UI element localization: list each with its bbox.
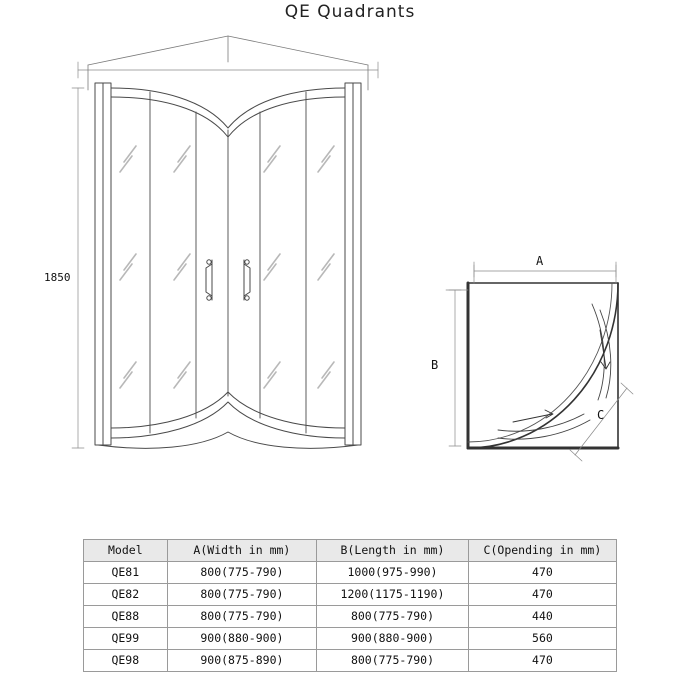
shower-enclosure-front-view	[72, 36, 378, 448]
cell-width: 800(775-790)	[167, 562, 317, 584]
cell-length: 1200(1175-1190)	[317, 584, 469, 606]
cell-length: 1000(975-990)	[317, 562, 469, 584]
table-row	[84, 606, 617, 628]
cell-opening: 470	[468, 584, 616, 606]
cell-opening: 440	[468, 606, 616, 628]
page-title: QE Quadrants	[284, 2, 416, 22]
cell-width: 900(880-900)	[167, 628, 317, 650]
cell-model: QE82	[84, 584, 168, 606]
cell-model: QE99	[84, 628, 168, 650]
cell-opening: 470	[468, 650, 616, 672]
cell-model: QE81	[84, 562, 168, 584]
cell-width: 800(775-790)	[167, 606, 317, 628]
cell-length: 800(775-790)	[317, 606, 469, 628]
sliding-door-handle-left	[206, 260, 212, 300]
plan-dimension-c-label: C	[597, 408, 605, 422]
column-header-length: B(Length in mm)	[317, 540, 469, 562]
cell-length: 900(880-900)	[317, 628, 469, 650]
plan-dimension-a-label: A	[536, 254, 544, 268]
table-row	[84, 562, 617, 584]
column-header-opening: C(Opending in mm)	[468, 540, 616, 562]
table-row	[84, 650, 617, 672]
cell-model: QE88	[84, 606, 168, 628]
cell-width: 800(775-790)	[167, 584, 317, 606]
table-header-row	[84, 540, 617, 562]
column-header-model: Model	[84, 540, 168, 562]
table-row	[84, 628, 617, 650]
table-row	[84, 584, 617, 606]
model-spec-table	[83, 539, 617, 672]
column-header-width: A(Width in mm)	[167, 540, 317, 562]
cell-opening: 560	[468, 628, 616, 650]
cell-model: QE98	[84, 650, 168, 672]
sliding-door-handle-right	[244, 260, 250, 300]
cell-opening: 470	[468, 562, 616, 584]
plan-dimension-b-label: B	[431, 358, 439, 372]
front-view-height-label: 1850	[44, 271, 71, 284]
shower-tray-plan-view	[446, 262, 633, 461]
cell-width: 900(875-890)	[167, 650, 317, 672]
cell-length: 800(775-790)	[317, 650, 469, 672]
glass-reflection-hatching	[120, 146, 334, 388]
